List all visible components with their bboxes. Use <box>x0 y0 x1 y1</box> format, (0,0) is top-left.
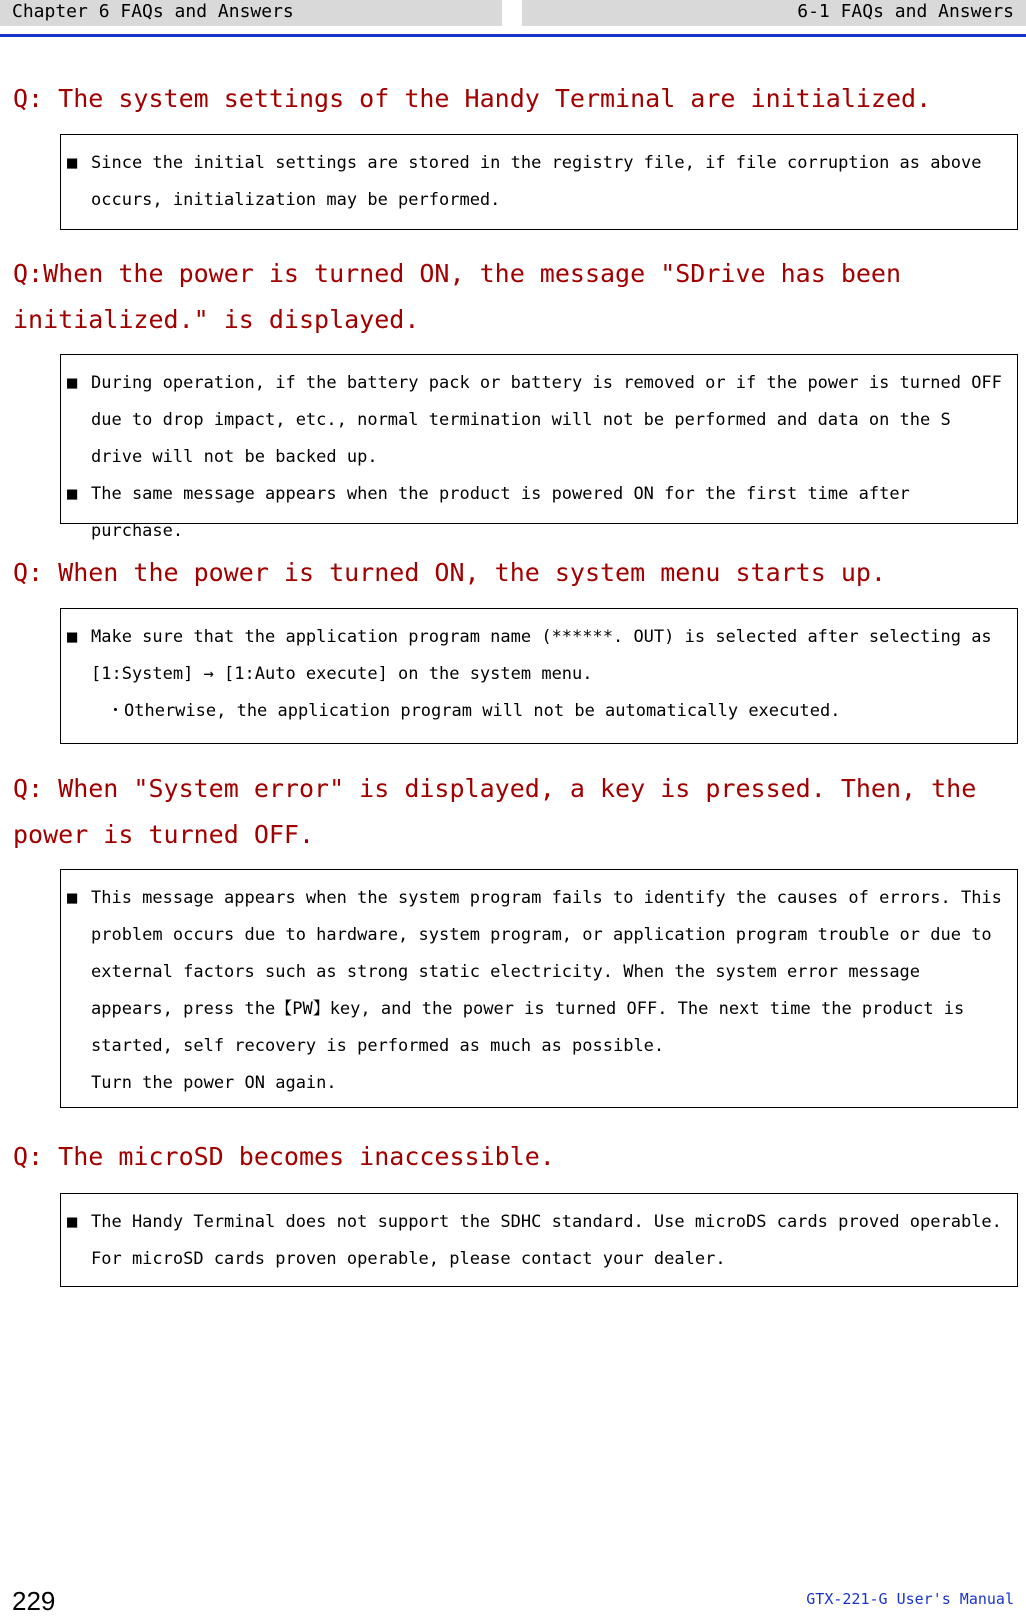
bullet-square-icon: ■ <box>67 484 78 504</box>
manual-name: GTX-221-G User's Manual <box>806 1590 1014 1608</box>
answer-note: ・Otherwise, the application program will not be automatically executed. <box>107 701 841 721</box>
answer-item <box>67 880 1009 1065</box>
faq-question-1: Q: The system settings of the Handy Terminal are initialized. <box>13 84 932 113</box>
bullet-square-icon: ■ <box>67 373 78 393</box>
answer-text: Make sure that the application program name (******. OUT) is selected after selecting as [1:System] → [1:Auto execute] on the system menu. <box>91 627 992 684</box>
answer-item <box>67 476 1009 550</box>
answer-item <box>67 145 1009 219</box>
section-title: 6-1 FAQs and Answers <box>522 0 1026 26</box>
bullet-square-icon: ■ <box>67 888 78 908</box>
answer-item <box>67 619 1009 693</box>
page-header <box>0 0 1026 37</box>
faq-question-2: Q:When the power is turned ON, the message "SDrive has been initialized." is displayed. <box>13 259 902 334</box>
answer-text: The Handy Terminal does not support the SDHC standard. Use microDS cards proved operable. For microSD cards proven operable, please contact your dealer. <box>91 1212 1002 1269</box>
faq-answer-4 <box>60 869 1018 1108</box>
bullet-square-icon: ■ <box>67 627 78 647</box>
answer-text: During operation, if the battery pack or battery is removed or if the power is turned OFF due to drop impact, etc., normal termination will not be performed and data on the S drive will not be backed up. <box>91 373 1002 467</box>
answer-item <box>67 1204 1009 1278</box>
faq-answer-2 <box>60 354 1018 541</box>
faq-question-4: Q: When "System error" is displayed, a key is pressed. Then, the power is turned OFF. <box>13 774 977 849</box>
bullet-square-icon: ■ <box>67 153 78 173</box>
bullet-square-icon: ■ <box>67 1212 78 1232</box>
faq-question-5: Q: The microSD becomes inaccessible. <box>13 1142 555 1171</box>
answer-text: The same message appears when the product is powered ON for the first time after purchase. <box>91 484 910 541</box>
faq-question-3: Q: When the power is turned ON, the system menu starts up. <box>13 558 886 587</box>
faq-answer-5 <box>60 1193 1018 1287</box>
chapter-title: Chapter 6 FAQs and Answers <box>0 0 502 26</box>
faq-answer-1 <box>60 134 1018 230</box>
answer-extra: Turn the power ON again. <box>91 1073 337 1093</box>
answer-item <box>67 365 1009 476</box>
answer-text: This message appears when the system program fails to identify the causes of errors. This problem occurs due to hardware, system program, or application program trouble or due to external factors such as strong static electricity. When the system error message appears, press the【PW】key, and the power is turned OFF. The next time the product is started, self recovery is performed as much as possible. <box>91 888 1002 1056</box>
faq-answer-3 <box>60 608 1018 744</box>
answer-text: Since the initial settings are stored in the registry file, if file corruption as above occurs, initialization may be performed. <box>91 153 982 210</box>
page-number: 229 <box>12 1586 56 1616</box>
